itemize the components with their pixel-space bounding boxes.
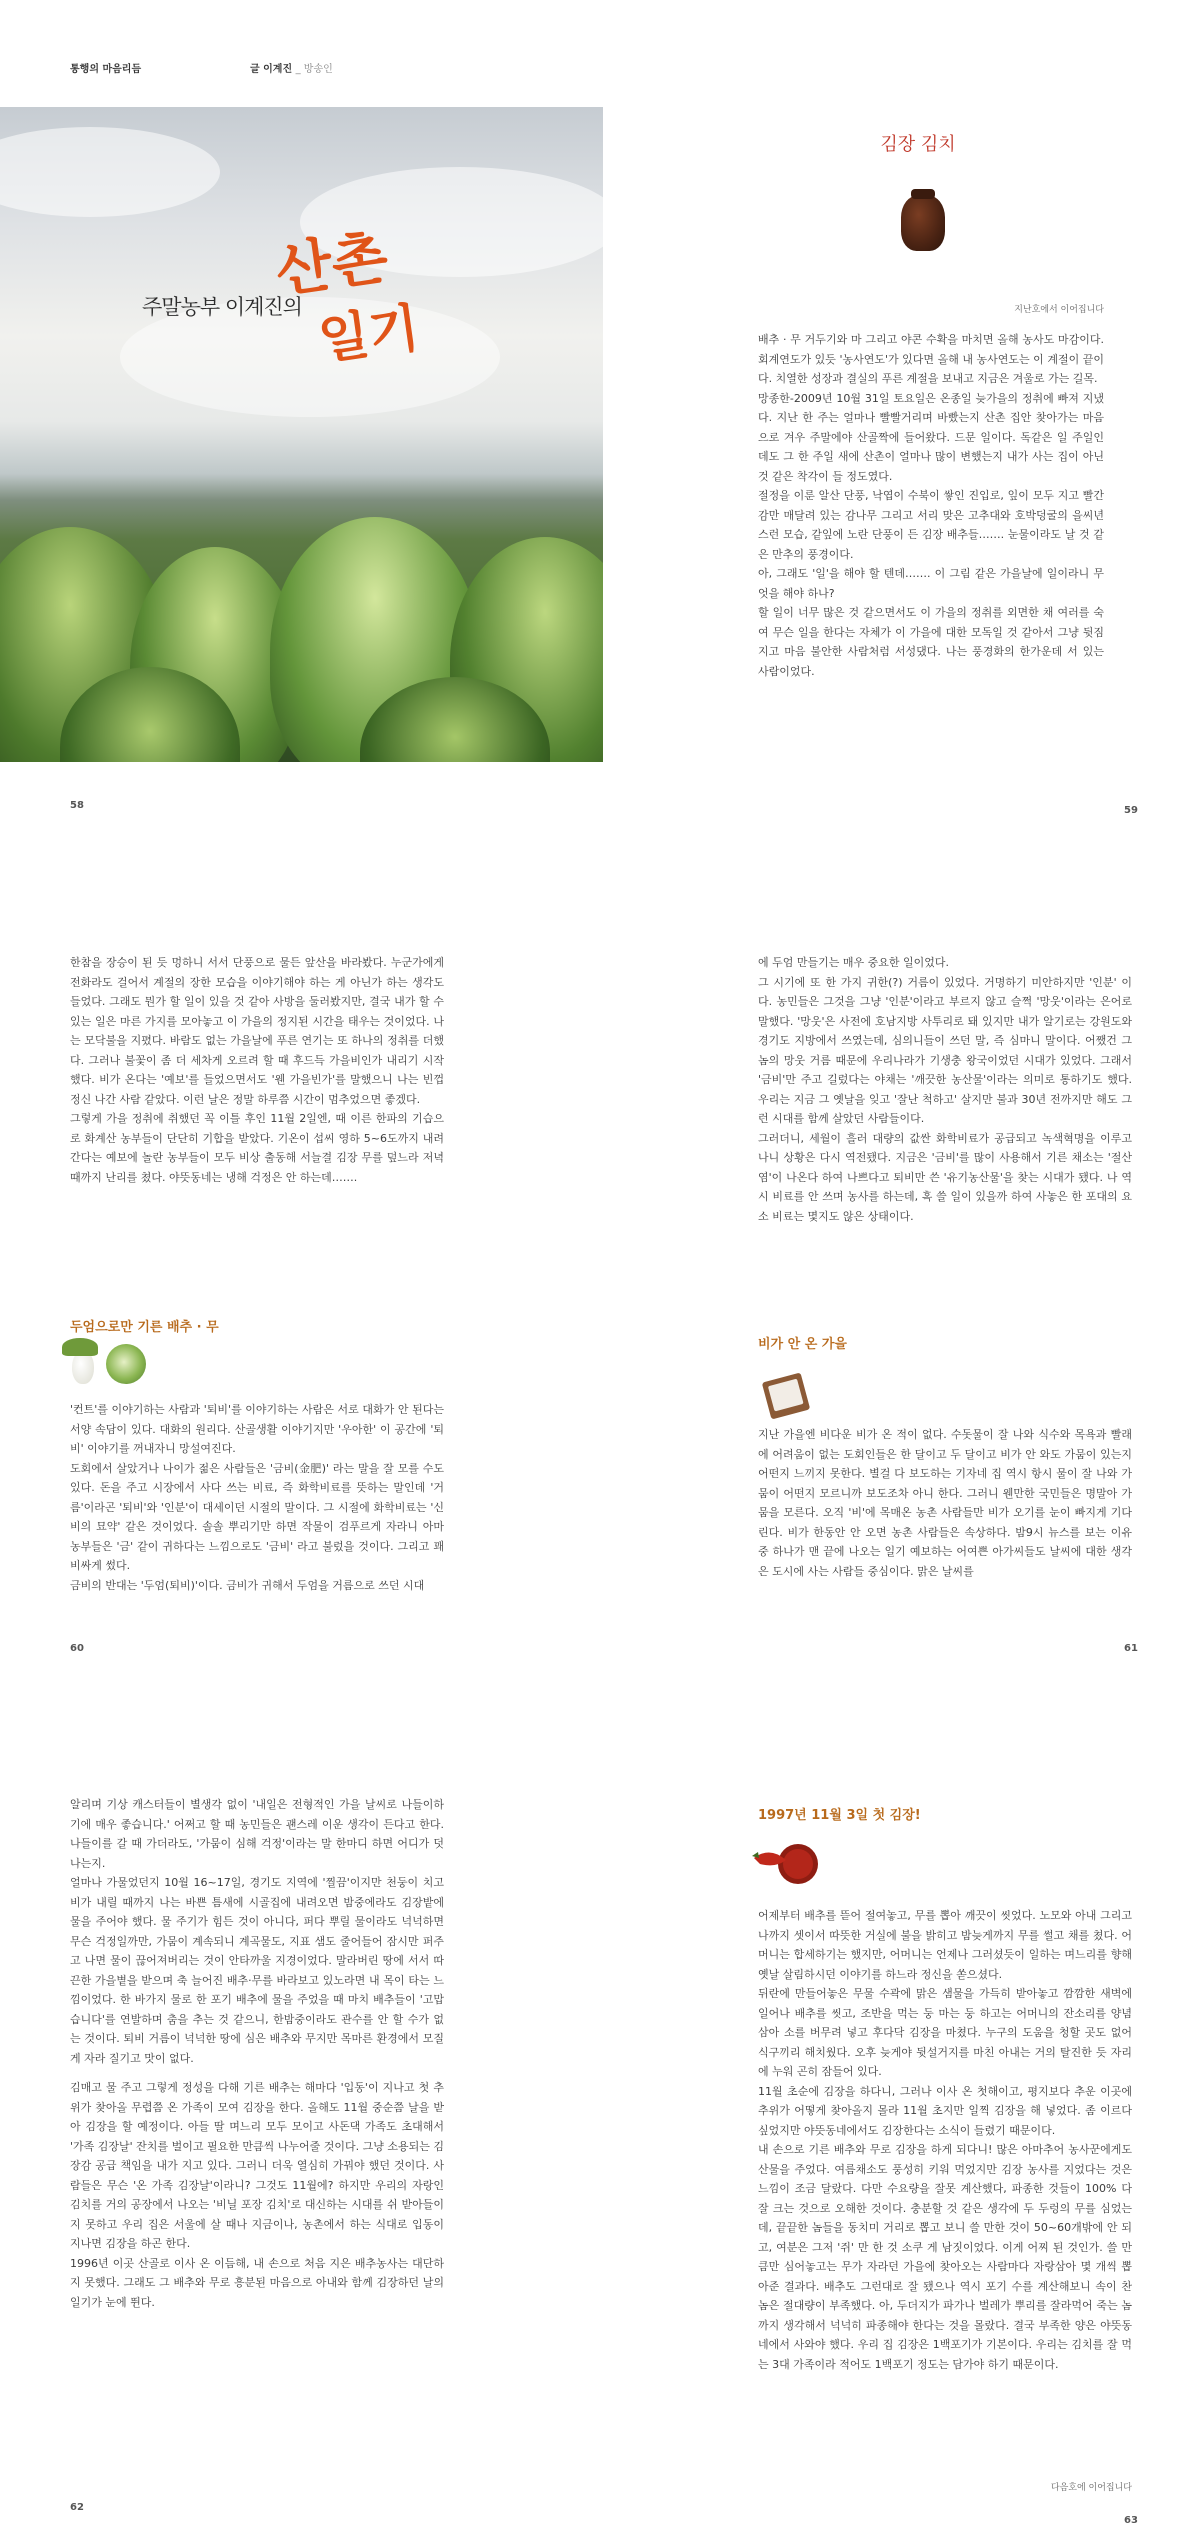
paragraph: 배추 · 무 거두기와 마 그리고 야콘 수확을 마치면 올해 농사도 마감이다. 회계연도가 있듯 '농사연도'가 있다면 올해 내 농사연도는 이 계절이 끝이다. 치열한 성장과 결실의 푸른 계절을 보내고 지금은 겨울로 가는 길목. [758,333,1104,385]
header-section: 통행의 마음리듬 [70,64,142,75]
page-number: 60 [70,1643,84,1654]
paragraph: 한참을 장승이 된 듯 멍하니 서서 단풍으로 물든 앞산을 바라봤다. 누군가에게 전화라도 걸어서 계절의 장한 모습을 이야기해야 하는 게 아닌가 하는 생각도 들었다. 그래도 뭔가 할 일이 있을 것 같아 사방을 둘러봤지만, 결국 내가 할 수 있는 일은 마른 가지를 모아놓고 이 가을의 정지된 시간을 태우는 것이었다. 나는 모닥불을 지폈다. 바람도 없는 가을날에 푸른 연기는 또 하나의 정취를 더했다. 그러나 불꽃이 좀 더 세차게 오르려 할 때 후드득 가을비인가 내리기 시작했다. 비가 온다는 '예보'를 들었으면서도 '웬 가을빈가'를 말했으니 나는 빈껍 정신 나간 사람 같았다. 이런 날은 정말 하루쯤 시간이 멈추었으면 좋겠다. [70,956,444,1106]
paragraph: 1996년 이곳 산골로 이사 온 이듬해, 내 손으로 처음 지은 배추농사는 대단하지 못했다. 그래도 그 배추와 무로 흥분된 마음으로 아내와 함께 김장하던 날의 일기가 눈에 뛴다. [70,2256,444,2309]
paragraph: 아, 그래도 '일'을 해야 할 텐데……. 이 그림 같은 가을날에 일이라니 무엇을 해야 하나? [758,567,1104,600]
author-title: _ 방송인 [295,64,333,75]
page63-body [758,1906,1132,2374]
paragraph: 그 시기에 또 한 가지 귀한(?) 거름이 있었다. 거명하기 미안하지만 '인분' 이다. 농민들은 그것을 그냥 '인분'이라고 부르지 않고 슬쩍 '망웃'이라는 은어로 말했다. '망웃'은 사전에 호남지방 사투리로 돼 있지만 내가 알기로는 강원도와 경기도 지방에서 쓰였는데, 심의니들이 쓰던 말, 즉 심마니 말이다. 어쨌건 그놈의 망웃 거름 때문에 우리나라가 기생충 왕국이었던 시대가 있었다. 그래서 '금비'만 주고 길렀다는 야채는 '깨끗한 농산물'이라는 의미로 통하기도 했다. 우리는 지금 그 옛날을 잊고 '잘난 척하고' 살지만 불과 30년 전까지만 해도 그런 시대를 함께 살았던 사람들이다. [758,975,1132,1125]
page-number: 62 [70,2502,84,2513]
running-header [70,60,333,75]
paragraph: '컨트'를 이야기하는 사람과 '퇴비'를 이야기하는 사람은 서로 대화가 안 된다는 서양 속담이 있다. 대화의 원리다. 산골생활 이야기지만 '우아한' 이 공간에 '퇴비' 이야기를 꺼내자니 망설여진다. [70,1403,444,1455]
column-subtitle: 주말농부 이계진의 [142,295,302,319]
page-number: 59 [1124,805,1138,816]
paragraph: 뒤란에 만들어놓은 무물 수곽에 맑은 샘물을 가득히 받아놓고 깜깜한 새벽에 일어나 배추를 씻고, 조반을 먹는 둥 마는 둥 하고는 어머니의 잔소리를 양념 삼아 소를 버무려 넣고 후다닥 김장을 마쳤다. 누구의 도움을 청할 곳도 없어 식구끼리 해치웠다. 오후 늦게야 뒷설거지를 마친 아내는 거의 탈진한 듯 자리에 누워 곤히 잠들어 있다. [758,1987,1132,2078]
paragraph: 김매고 물 주고 그렇게 정성을 다해 기른 배추는 해마다 '입동'이 지나고 첫 추위가 찾아올 무렵쯤 온 가족이 모여 김장을 한다. 올해도 11월 중순쯤 날을 받아 김장을 할 예정이다. 아들 딸 며느리 모두 모이고 사돈댁 가족도 초대해서 '가족 김장날' 잔치를 벌이고 필요한 만큼씩 나누어줄 것이다. 그냥 소용되는 김장감 공급 책임을 내가 지고 있다. 그러니 더욱 열심히 가꿔야 했던 것이다. 사람들은 무슨 '온 가족 김장날'이라니? 그것도 11월에? 하지만 우리의 자랑인 김치를 거의 공장에서 나오는 '비닐 포장 김치'로 대신하는 시대를 쉬 받아들이지 못하고 우리 집은 서울에 살 때나 지금이나, 농촌에서 하는 식대로 입동이 지나면 김장을 하곤 한다. [70,2081,444,2250]
page60-intro [70,953,444,1187]
continued-note: 지난호에서 이어집니다 [1014,305,1104,315]
section-heading: 1997년 11월 3일 첫 김장! [758,1808,921,1823]
paragraph: 어제부터 배추를 뜯어 절여놓고, 무를 뽑아 깨끗이 씻었다. 노모와 아내 그리고 나까지 셋이서 따뜻한 거실에 불을 밝히고 밤늦게까지 무를 썰고 채를 쳤다. 어머니는 합세하기는 했지만, 어머니는 언제나 그러셨듯이 일하는 며느리를 향해 옛날 살림하시던 이야기를 하느라 정신을 쏟으셨다. [758,1909,1132,1981]
cabbage-field-photo [0,107,603,762]
header-author [250,60,333,75]
page59-body [758,330,1104,681]
paragraph: 그렇게 가을 정취에 취했던 꼭 이틀 후인 11월 2일엔, 때 이른 한파의 기습으로 화계산 농부들이 단단히 기합을 받았다. 기온이 섭씨 영하 5~6도까지 내려간다는 예보에 놀란 농부들이 모두 비상 출동해 서늘결 김장 무를 덮느라 저녁때까지 난리를 쳤다. 야뜻동네는 냉해 걱정은 안 하는데……. [70,1112,444,1184]
radish-leaves-icon [62,1338,98,1356]
section-heading: 비가 안 온 가을 [758,1337,847,1352]
paragraph: 도회에서 살았거나 나이가 젊은 사람들은 '금비(金肥)' 라는 말을 잘 모를 수도 있다. 돈을 주고 시장에서 사다 쓰는 비료, 즉 화학비료를 뜻하는 말인데 '거름'이라곤 '퇴비'와 '인분'이 대세이던 시절의 말이다. 그 시절에 화학비료는 '신비의 묘약' 같은 것이었다. 솔솔 뿌리기만 하면 작물이 검푸르게 자라니 아마 농부들은 '금' 같이 귀하다는 느낌으로도 '금비' 라고 불렀을 것이다. 그리고 꽤 비싸게 썼다. [70,1461,444,1572]
page-number: 61 [1124,1643,1138,1654]
red-pepper-icon [750,1838,820,1890]
paragraph: 얼마나 가물었던지 10월 16~17일, 경기도 지역에 '찔끔'이지만 천둥이 치고 비가 내릴 때까지 나는 바쁜 틈새에 시골집에 내려오면 밤중에라도 김장밭에 물을 주어야 했다. 물 주기가 힘든 것이 아니다, 퍼다 뿌릴 물이라도 넉넉하면 무슨 걱정일까만, 가뭄이 계속되니 계곡물도, 지표 샘도 줄어들어 잠시만 퍼주고 나면 물이 끊어져버리는 것이 안타까울 지경이었다. 말라버린 땅에 서서 따끈한 가을볕을 받으며 축 늘어진 배추·무를 바라보고 있노라면 내 목이 타는 느낌이었다. 한 바가지 물로 한 포기 배추에 물을 주었을 때 마치 배추들이 '고맙습니다'를 연발하며 춤을 추는 것 같으니, 한밤중이라도 관수를 안 할 수가 없는 것이다. 퇴비 거름이 넉넉한 땅에 심은 배추와 무지만 목마른 환경에서 모질게 자라 질기고 맛이 없다. [70,1876,444,2065]
brush-title-line2: 일기 [314,297,423,372]
cabbage-icon [106,1344,146,1384]
page61-section [758,1425,1132,1581]
paragraph: 내 손으로 기른 배추와 무로 김장을 하게 되다니! 많은 아마추어 농사꾼에게도 산물을 주었다. 여름채소도 풍성히 키워 먹었지만 김장 농사를 지었다는 것은 느낌이 조금 달랐다. 다만 수요량을 잘못 계산했다, 파종한 것들이 100% 다 잘 크는 것으로 오해한 것이다. 충분할 것 같은 생각에 두 두렁의 무를 심었는데, 끝끝한 놈들을 동치미 거리로 뽑고 보니 쓸 만한 것이 50~60개밖에 안 되고, 여분은 그저 '쥐' 만 한 것 소쿠 게 남짓이었다. 이게 어찌 된 것인가. 쓸 만큼만 심어놓고는 무가 자라던 가을에 찾아오는 사람마다 자랑삼아 몇 개씩 뽑아준 결과다. 배추도 그런대로 잘 됐으나 역시 포기 수를 계산해보니 속이 찬 놈은 절대량이 부족했다. 아, 두더지가 파가나 벌레가 뿌리를 잘라먹어 죽는 놈까지 생각해서 넉넉히 파종해야 한다는 것을 몰랐다. 결국 부족한 양은 야뜻동네에서 사와야 했다. 우리 집 김장은 1백포기가 기본이다. 우리는 김치를 잘 먹는 3대 가족이라 적어도 1백포기 정도는 담가야 하기 때문이다. [758,2143,1132,2371]
paragraph: 망종한-2009년 10월 31일 토요일은 온종일 늦가을의 정취에 빠져 지냈다. 지난 한 주는 얼마나 빨빨거리며 바빴는지 산촌 집안 찾아가는 마음으로 겨우 주말에야 산골짝에 들어왔다. 드문 일이다. 독같은 일 주일인데도 그 한 주일 새에 산촌이 얼마나 많이 변했는지 내가 사는 집이 아닌 것 같은 착각이 들 정도였다. [758,391,1104,483]
page62-body [70,1795,444,2312]
page-number: 58 [70,800,84,811]
paragraph: 에 두엄 만들기는 매우 중요한 일이었다. [758,956,949,969]
paragraph: 지난 가을엔 비다운 비가 온 적이 없다. 수돗물이 잘 나와 식수와 목욕과 빨래에 어려움이 없는 도회인들은 한 달이고 두 달이고 비가 안 와도 가뭄이 있는지 어떤지 느끼지 못한다. 별걸 다 보도하는 기자네 집 역시 항시 물이 잘 나와 가뭄이 어떤지 모르니까 보도조차 아니 한다. 그러니 웬만한 국민들은 명말아 가뭄을 모른다. 오직 '비'에 목매온 농촌 사람들만 비가 오기를 눈이 빠지게 기다린다. 비가 한동안 안 오면 농촌 사람들은 속상하다. 밤9시 뉴스를 보는 이유 중 하나가 맨 끝에 나오는 일기 예보하는 어여쁜 아가씨들도 날씨에 대한 생각은 도시에 사는 사람들 중심이다. 맑은 날씨를 [758,1428,1132,1578]
page61-intro [758,953,1132,1226]
page60-section [70,1400,444,1595]
cloud-shape [0,127,220,217]
brush-title-line1: 산촌 [271,222,392,306]
paragraph: 절정을 이룬 알산 단풍, 낙엽이 수북이 쌓인 진입로, 잎이 모두 지고 빨간 감만 매달려 있는 감나무 그리고 서리 맞은 고추대와 호박덩굴의 을씨년스런 모습, 같잎에 노란 단풍이 든 김장 배추들……. 눈물이라도 날 것 같은 만추의 풍경이다. [758,489,1104,561]
section-heading: 두엄으로만 기른 배추 · 무 [70,1320,219,1335]
continued-note: 다음호에 이어집니다 [1050,2483,1132,2493]
paragraph: 그러더니, 세월이 흘러 대량의 값싼 화학비료가 공급되고 녹색혁명을 이루고 나니 상황은 다시 역전됐다. 지금은 '금비'를 많이 사용해서 기른 채소는 '절산염'이 나온다 하여 나쁘다고 퇴비만 쓴 '유기농산물'을 찾는 시대가 됐다. 나 역시 비료를 안 쓰며 농사를 하는데, 혹 쓸 일이 있을까 하여 사놓은 한 포대의 요소 비료는 몇지도 않은 상태이다. [758,1131,1132,1223]
paragraph: 11월 초순에 김장을 하다니, 그러나 이사 온 첫해이고, 평지보다 추운 이곳에 추위가 어떻게 찾아올지 몰라 11월 초지만 일찍 김장을 해 넣었다. 좀 이르다 싶었지만 야뜻동네에서도 김장한다는 소식이 들렸기 때문이다. [758,2084,1132,2137]
paragraph: 금비의 반대는 '두엄(퇴비)'이다. 금비가 귀해서 두엄을 거름으로 쓰던 시대 [70,1578,425,1592]
onggi-jar-icon [901,195,945,251]
pepper-powder-shape [783,1849,813,1879]
article-title: 김장 김치 [880,134,956,155]
paragraph: 알리며 기상 캐스터들이 별생각 없이 '내일은 전형적인 가을 날씨로 나들이하기에 매우 좋습니다.' 어쩌고 할 때 농민들은 괜스레 이운 생각이 든다고 한다. 나들이를 갈 때 가더라도, '가뭄이 심해 걱정'이라는 말 한마디 하면 어디가 덧나는지. [70,1798,444,1870]
paragraph: 할 일이 너무 많은 것 같으면서도 이 가을의 정취를 외면한 채 여러를 숙여 무슨 일을 한다는 자체가 이 가을에 대한 모독일 것 같아서 그냥 뒷짐 지고 마음 불안한 사람처럼 서성댔다. 나는 풍경화의 한가운데 서 있는 사람이었다. [758,606,1104,678]
author-name: 글 이계진 [250,64,293,75]
page-number: 63 [1124,2515,1138,2526]
salt-box-icon [762,1372,810,1419]
